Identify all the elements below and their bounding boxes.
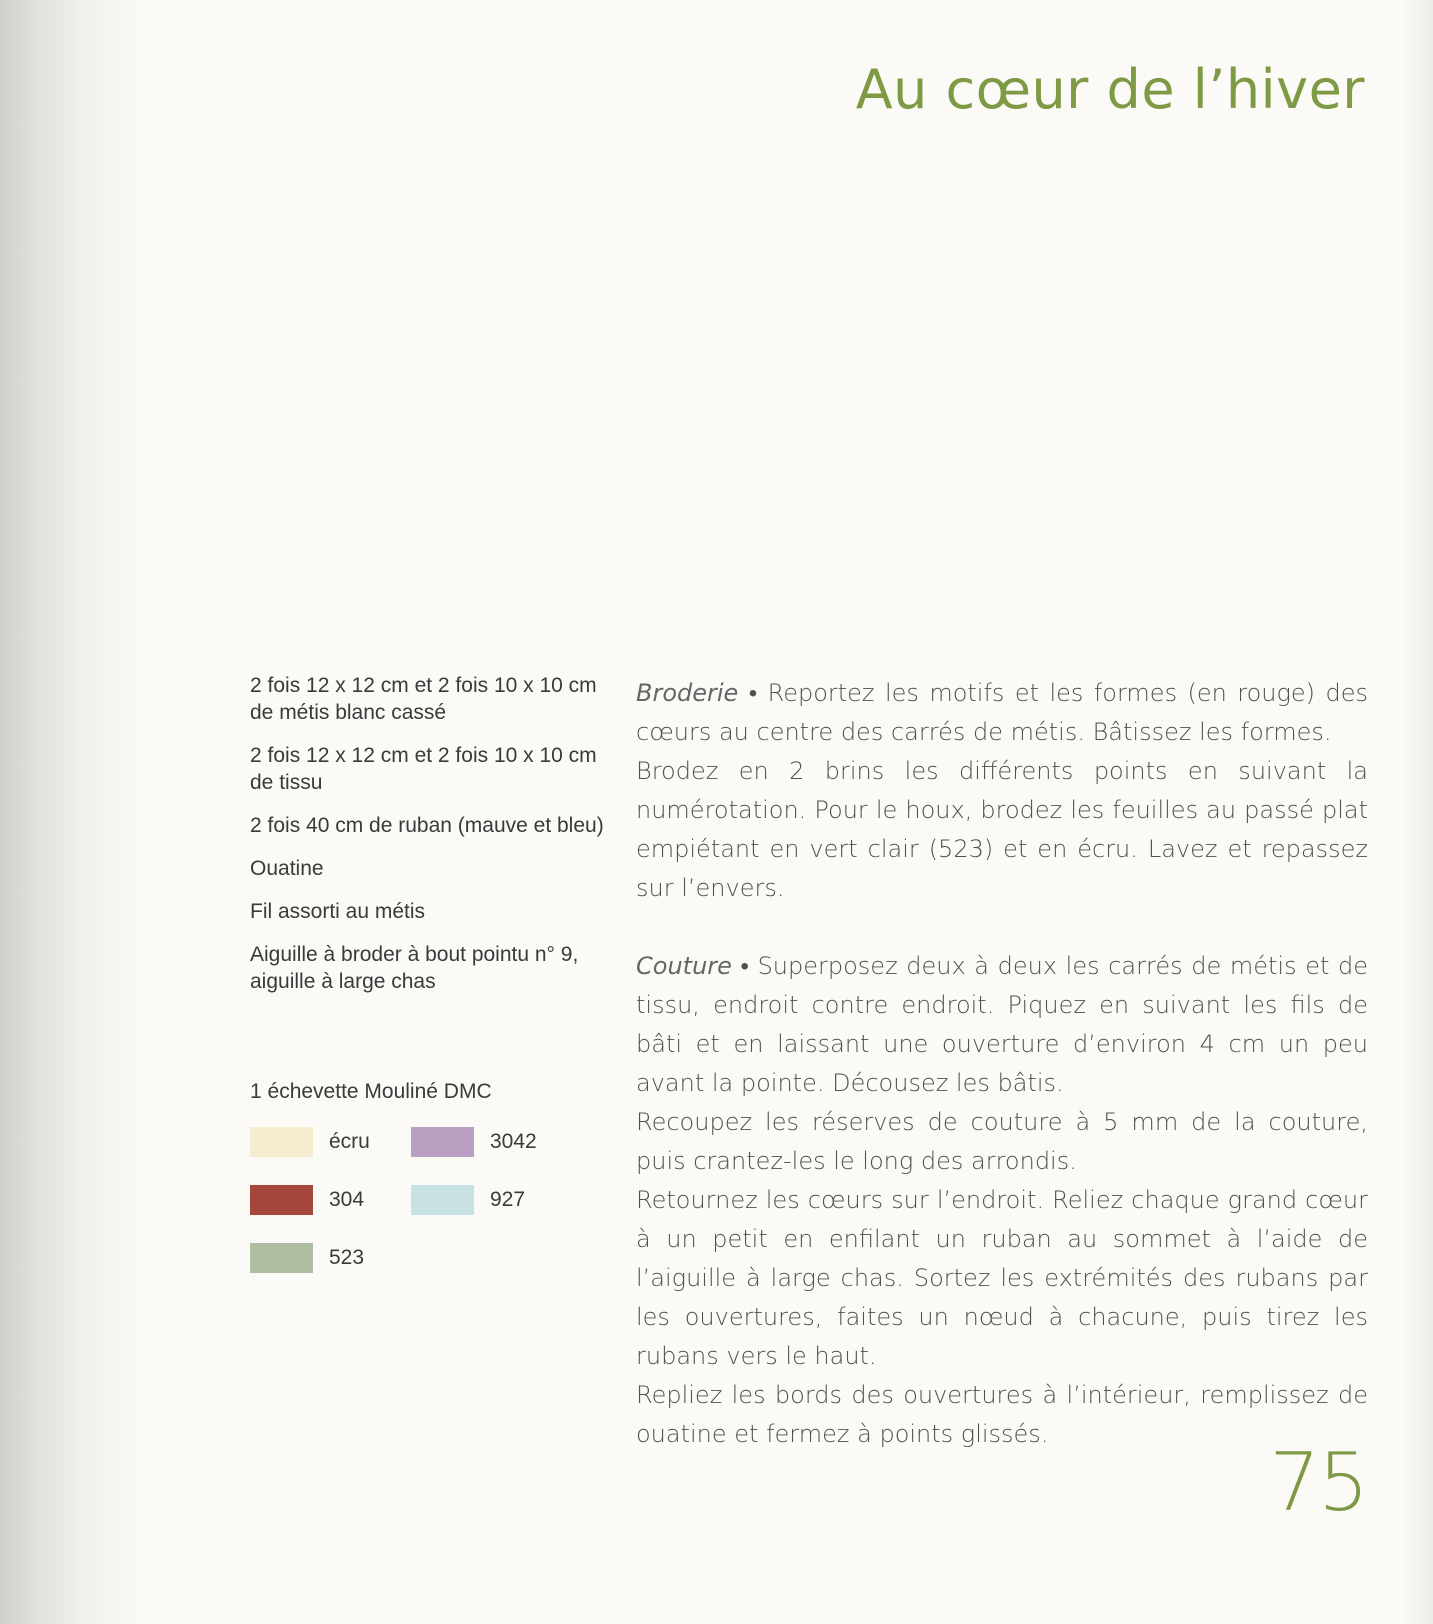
bullet-separator: • xyxy=(740,952,749,980)
material-item: 2 fois 40 cm de ruban (mauve et bleu) xyxy=(250,814,604,837)
color-swatch xyxy=(411,1127,474,1157)
color-swatch xyxy=(250,1243,313,1273)
material-item: Aiguille à broder à bout pointu n° 9, aiguille à large chas xyxy=(250,943,579,993)
floss-swatch-3042 xyxy=(411,1127,537,1157)
swatch-code: 927 xyxy=(490,1188,526,1211)
bullet-separator: • xyxy=(748,679,758,707)
swatch-code: 523 xyxy=(329,1246,365,1269)
floss-swatch-ecru xyxy=(250,1127,370,1157)
floss-swatch-523 xyxy=(250,1243,364,1273)
material-item: 2 fois 12 x 12 cm et 2 fois 10 x 10 cm de tissu xyxy=(250,744,597,794)
instruction-text: Superposez deux à deux les carrés de métis et de tissu, endroit contre endroit. Piquez en suivant les fils de bâti et en laissant une ouverture d’environ 4 cm un peu avant la pointe. Décousez les bâtis. xyxy=(636,952,1368,1097)
page-number: 75 xyxy=(1269,1436,1367,1529)
instruction-text: Recoupez les réserves de couture à 5 mm de la couture, puis crantez-les le long des arrondis. xyxy=(636,1108,1368,1175)
swatch-code: 3042 xyxy=(490,1130,537,1153)
material-item: 2 fois 12 x 12 cm et 2 fois 10 x 10 cm de métis blanc cassé xyxy=(250,674,597,724)
material-item: Ouatine xyxy=(250,857,324,880)
floss-swatch-304 xyxy=(250,1185,364,1215)
instruction-text: Brodez en 2 brins les différents points en suivant la numérotation. Pour le houx, brodez les feuilles au passé plat empiétant en vert clair (523) et en écru. Lavez et repassez sur l’envers. xyxy=(636,757,1368,902)
page-title: Au cœur de l’hiver xyxy=(855,58,1365,121)
couture-paragraph xyxy=(636,947,1368,1103)
page-edge-shadow xyxy=(1403,0,1433,1624)
materials-list xyxy=(250,672,610,1011)
swatch-code: écru xyxy=(329,1130,370,1153)
page-gutter-shadow xyxy=(0,0,150,1624)
instruction-text: Reportez les motifs et les formes (en rouge) des cœurs au centre des carrés de métis. Bâtissez les formes. xyxy=(636,679,1368,746)
instructions xyxy=(636,674,1368,1454)
floss-heading: 1 échevette Mouliné DMC xyxy=(250,1080,492,1103)
floss-swatch-927 xyxy=(411,1185,525,1215)
broderie-paragraph xyxy=(636,674,1368,752)
material-item: Fil assorti au métis xyxy=(250,900,426,923)
color-swatch xyxy=(411,1185,474,1215)
instruction-text: Repliez les bords des ouvertures à l’intérieur, remplissez de ouatine et fermez à points glissés. xyxy=(636,1381,1368,1448)
color-swatch xyxy=(250,1127,313,1157)
color-swatch xyxy=(250,1185,313,1215)
section-label-broderie: Broderie xyxy=(636,679,739,707)
section-label-couture: Couture xyxy=(636,952,732,980)
instruction-text: Retournez les cœurs sur l’endroit. Reliez chaque grand cœur à un petit en enfilant un ruban au sommet à l’aide de l’aiguille à large chas. Sortez les extrémités des rubans par les ouvertures, faites un nœud à chacune, puis tirez les rubans vers le haut. xyxy=(636,1186,1368,1370)
swatch-code: 304 xyxy=(329,1188,365,1211)
